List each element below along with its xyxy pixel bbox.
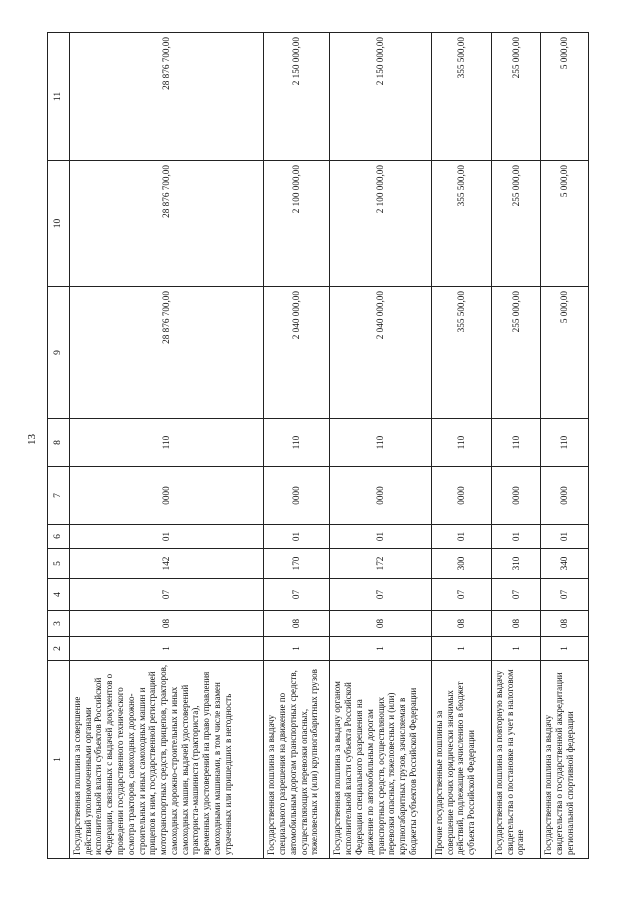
cell-col2: 1 (69, 637, 263, 661)
cell-col8: 110 (431, 419, 491, 467)
table-row (541, 33, 589, 859)
cell-col3: 08 (491, 611, 541, 637)
cell-col3: 08 (69, 611, 263, 637)
cell-col7: 0000 (541, 467, 589, 525)
page-number: 13 (26, 434, 38, 445)
cell-col9: 28 876 700,00 (69, 287, 263, 419)
cell-col6: 01 (264, 525, 330, 549)
cell-col8: 110 (330, 419, 431, 467)
cell-col6: 01 (69, 525, 263, 549)
cell-col7: 0000 (330, 467, 431, 525)
table-row (491, 33, 541, 859)
cell-col10: 355 500,00 (431, 161, 491, 287)
cell-col9: 355 500,00 (431, 287, 491, 419)
cell-col11: 355 500,00 (431, 33, 491, 161)
row-name: Прочие государственные пошлины за совершение прочих юридически значимых действий, подлежащие зачислению в бюджет субъекта Российской Федерации (431, 661, 491, 859)
header-cell-4: 4 (48, 579, 70, 611)
cell-col5: 170 (264, 549, 330, 579)
cell-col4: 07 (541, 579, 589, 611)
table-row (431, 33, 491, 859)
cell-col9: 2 040 000,00 (264, 287, 330, 419)
cell-col11: 2 150 000,00 (264, 33, 330, 161)
cell-col10: 5 000,00 (541, 161, 589, 287)
row-name: Государственная пошлина за выдачу органом исполнительной власти субъекта Российской Федерации специального разрешения на движение по автомобильным дорогам транспортных средств, осуществляющих перевозки опасных, тяжеловесных и (или) крупногабаритных грузов, зачисляемая в бюджеты субъектов Российской Федерации (330, 661, 431, 859)
cell-col6: 01 (541, 525, 589, 549)
table-row (330, 33, 431, 859)
cell-col5: 172 (330, 549, 431, 579)
header-cell-8: 8 (48, 419, 70, 467)
table-body (48, 33, 589, 859)
cell-col11: 255 000,00 (491, 33, 541, 161)
table-row (264, 33, 330, 859)
cell-col8: 110 (491, 419, 541, 467)
cell-col10: 28 876 700,00 (69, 161, 263, 287)
header-cell-2: 2 (48, 637, 70, 661)
cell-col10: 2 100 000,00 (330, 161, 431, 287)
cell-col4: 07 (491, 579, 541, 611)
cell-col4: 07 (264, 579, 330, 611)
header-cell-11: 11 (48, 33, 70, 161)
cell-col6: 01 (431, 525, 491, 549)
row-name: Государственная пошлина за выдачу свидетельства о государственной аккредитации региональной спортивной федерации (541, 661, 589, 859)
cell-col2: 1 (431, 637, 491, 661)
cell-col4: 07 (431, 579, 491, 611)
rotated-table-wrapper (47, 33, 589, 859)
header-cell-3: 3 (48, 611, 70, 637)
cell-col7: 0000 (69, 467, 263, 525)
cell-col7: 0000 (431, 467, 491, 525)
cell-col2: 1 (330, 637, 431, 661)
cell-col9: 5 000,00 (541, 287, 589, 419)
cell-col9: 255 000,00 (491, 287, 541, 419)
row-name: Государственная пошлина за повторную выдачу свидетельства о постановке на учет в налоговом органе (491, 661, 541, 859)
cell-col3: 08 (431, 611, 491, 637)
cell-col8: 110 (264, 419, 330, 467)
cell-col3: 08 (330, 611, 431, 637)
row-name: Государственная пошлина за выдачу специального разрешения на движение по автомобильным дорогам транспортных средств, осуществляющих перевозки опасных, тяжеловесных и (или) крупногабаритных грузов (264, 661, 330, 859)
cell-col5: 340 (541, 549, 589, 579)
cell-col11: 5 000,00 (541, 33, 589, 161)
cell-col3: 08 (264, 611, 330, 637)
cell-col3: 08 (541, 611, 589, 637)
cell-col11: 28 876 700,00 (69, 33, 263, 161)
row-name: Государственная пошлина за совершение действий уполномоченными органами исполнительной власти субъектов Российской Федерации, связанных с выдачей документов о проведении государственного технического осмотра тракторов, самоходных дорожно-строительных и иных самоходных машин и прицепов к ним, государственной регистрацией мототранспортных средств, прицепов, тракторов, самоходных дорожно-строительных и иных самоходных машин, выдачей удостоверений тракториста-машиниста (тракториста), временных удостоверений на право управления самоходными машинами, в том числе взамен утраченных или пришедших в негодность (69, 661, 263, 859)
cell-col6: 01 (491, 525, 541, 549)
header-cell-1: 1 (48, 661, 70, 859)
header-cell-10: 10 (48, 161, 70, 287)
cell-col8: 110 (541, 419, 589, 467)
cell-col2: 1 (541, 637, 589, 661)
cell-col10: 255 000,00 (491, 161, 541, 287)
cell-col5: 142 (69, 549, 263, 579)
cell-col2: 1 (264, 637, 330, 661)
header-cell-5: 5 (48, 549, 70, 579)
cell-col4: 07 (69, 579, 263, 611)
cell-col10: 2 100 000,00 (264, 161, 330, 287)
table-row (69, 33, 263, 859)
header-row (48, 33, 70, 859)
cell-col8: 110 (69, 419, 263, 467)
header-cell-6: 6 (48, 525, 70, 549)
cell-col9: 2 040 000,00 (330, 287, 431, 419)
header-cell-9: 9 (48, 287, 70, 419)
cell-col4: 07 (330, 579, 431, 611)
cell-col5: 300 (431, 549, 491, 579)
revenue-table (47, 32, 589, 859)
cell-col6: 01 (330, 525, 431, 549)
cell-col7: 0000 (264, 467, 330, 525)
cell-col11: 2 150 000,00 (330, 33, 431, 161)
cell-col7: 0000 (491, 467, 541, 525)
header-cell-7: 7 (48, 467, 70, 525)
cell-col2: 1 (491, 637, 541, 661)
cell-col5: 310 (491, 549, 541, 579)
